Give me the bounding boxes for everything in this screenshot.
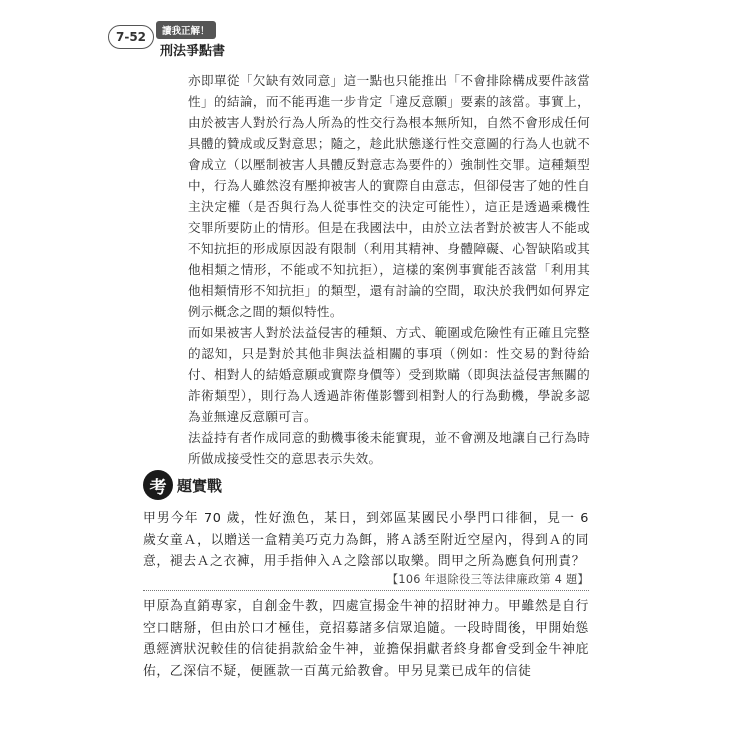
paragraph-3: 法益持有者作成同意的動機事後未能實現，並不會溯及地讓自己行為時所做成接受性交的意思表示失效。	[188, 430, 590, 466]
book-title: 刑法爭點書	[160, 44, 226, 59]
page-number: 7-52	[108, 25, 154, 49]
series-badge: 讀我正解！	[156, 21, 216, 39]
exam-answer: 甲原為直銷專家，自創金牛教，四處宣揚金牛神的招財神力。甲雖然是自行空口瞎掰，但由於口才極佳，竟招募諸多信眾追隨。一段時間後，甲開始慫恿經濟狀況較佳的信徒捐款給金牛神，並擔保捐獻者終身都會受到金牛神庇佑，乙深信不疑，便匯款一百萬元給教會。甲另見業已成年的信徒	[143, 599, 589, 679]
body-text	[188, 70, 590, 469]
dotted-divider	[143, 590, 589, 591]
exam-source: 【106 年退除役三等法律廉政第 4 題】	[386, 573, 589, 586]
exam-icon: 考	[143, 470, 173, 500]
paragraph-2: 而如果被害人對於法益侵害的種類、方式、範圍或危險性有正確且完整的認知，只是對於其他非與法益相關的事項（例如：性交易的對待給付、相對人的結婚意願或實際身價等）受到欺瞞（即與法益侵害無關的詐術類型），則行為人透過詐術僅影響到相對人的行為動機，學說多認為並無違反意願可言。	[188, 325, 590, 424]
exam-section-header	[143, 470, 222, 500]
exam-question: 甲男今年 70 歲，性好漁色，某日，到郊區某國民小學門口徘徊，見一 6 歲女童Ａ，以贈送一盒精美巧克力為餌，將Ａ誘至附近空屋內，得到Ａ的同意，褪去Ａ之衣褲，用手指伸入Ａ之陰部以取樂。問甲之所為應負何刑責？	[143, 511, 589, 569]
paragraph-1: 亦即單從「欠缺有效同意」這一點也只能推出「不會排除構成要件該當性」的結論，而不能再進一步肯定「違反意願」要素的該當。事實上，由於被害人對於行為人所為的性交行為根本無所知，自然不會形成任何具體的贊成或反對意思；隨之，趁此狀態遂行性交意圖的行為人也就不會成立（以壓制被害人具體反對意志為要件的）強制性交罪。這種類型中，行為人雖然沒有壓抑被害人的實際自由意志，但卻侵害了她的性自主決定權（是否與行為人從事性交的決定可能性），這正是透過乘機性交罪所要防止的情形。但是在我國法中，由於立法者對於被害人不能或不知抗拒的形成原因設有限制（利用其精神、身體障礙、心智缺陷或其他相類之情形，不能或不知抗拒），這樣的案例事實能否該當「利用其他相類情形不知抗拒」的類型，還有討論的空間，取決於我們如何界定例示概念之間的類似特性。	[188, 73, 590, 319]
exam-section-title: 題實戰	[177, 476, 223, 495]
